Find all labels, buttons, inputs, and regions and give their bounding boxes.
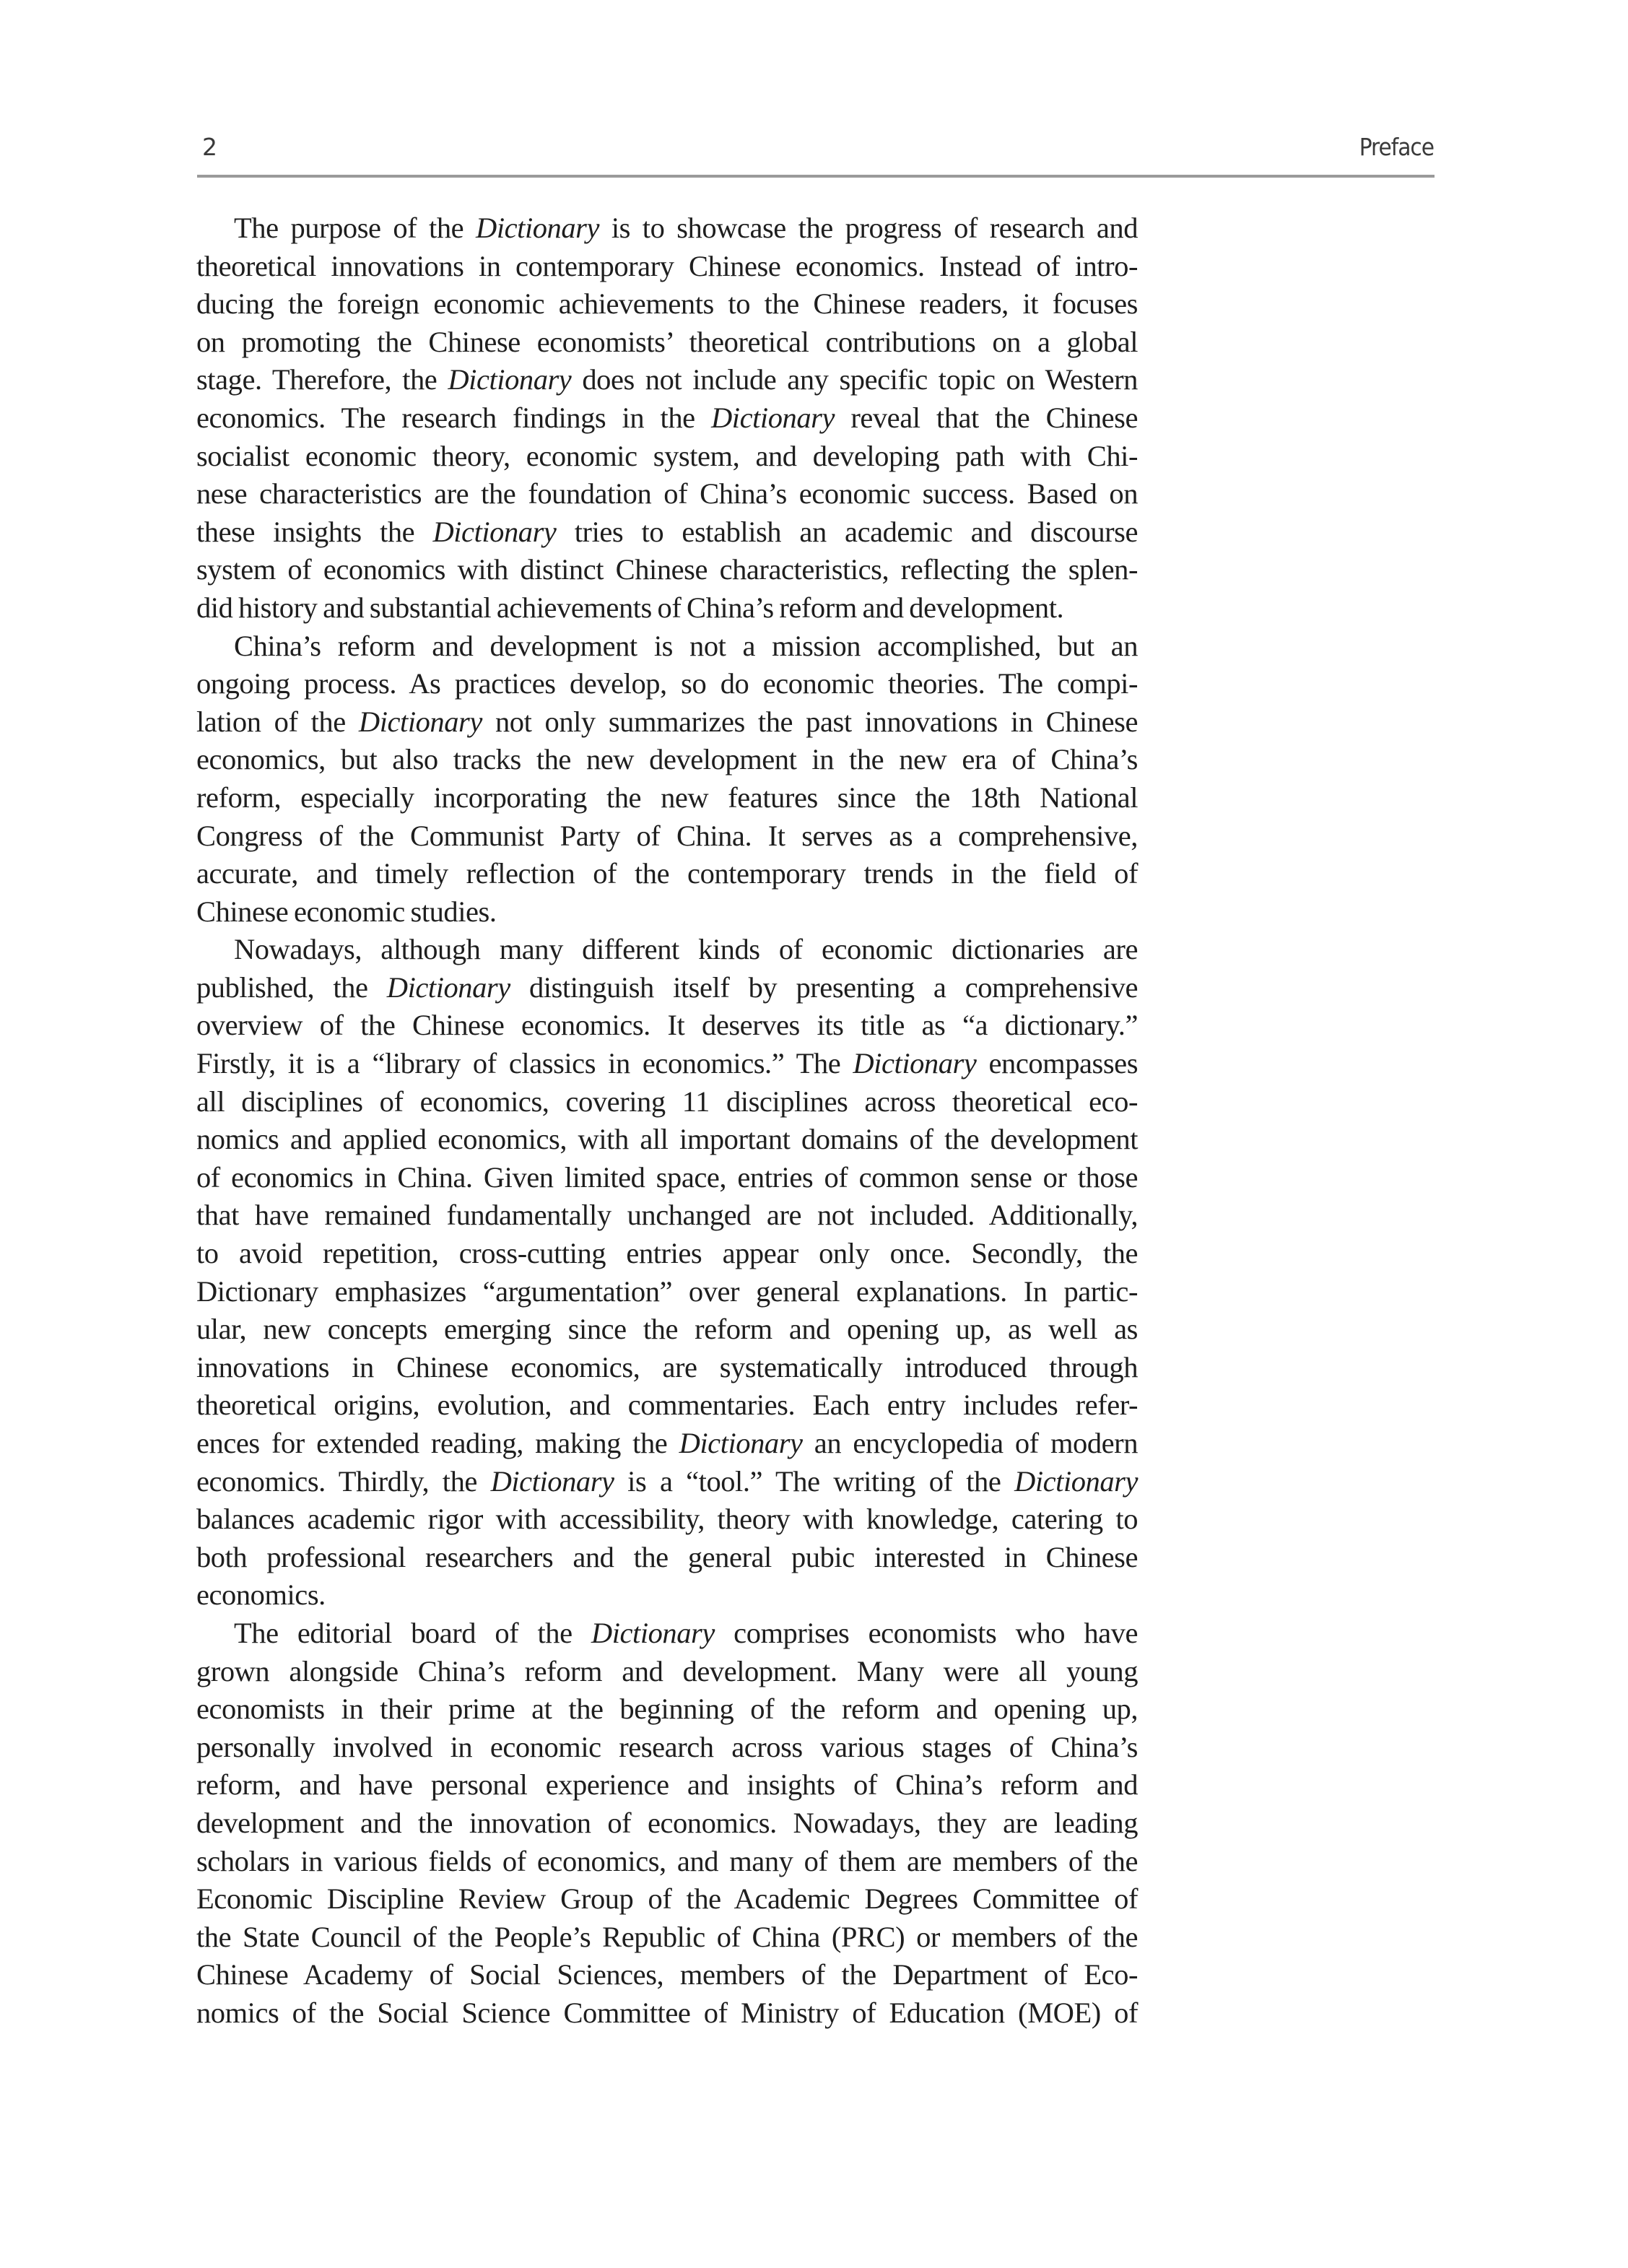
text-run: ular, new concepts emerging since the reform and opening up, as well as (196, 1313, 1138, 1346)
text-run: China’s reform and development is not a mission accomplished, but an (234, 629, 1138, 662)
text-run: overview of the Chinese economics. It deserves its title as “a dictionary.” (196, 1009, 1138, 1042)
text-run: reveal that the Chinese (834, 401, 1138, 434)
section-title: Preface (1359, 133, 1434, 161)
text-line (196, 1273, 1138, 1311)
text-run: encompasses (976, 1047, 1139, 1080)
text-run: economists in their prime at the beginning of the reform and opening up, (196, 1693, 1138, 1726)
text-run: on promoting the Chinese economists’ theoretical contributions on a global (196, 325, 1138, 358)
text-line (196, 741, 1138, 779)
text-line (196, 1843, 1138, 1881)
text-run: system of economics with distinct Chinese characteristics, reflecting the splen- (196, 553, 1138, 586)
italic-title: Dictionary (679, 1427, 803, 1459)
text-run: economics, but also tracks the new development in the new era of China’s (196, 743, 1138, 776)
paragraph (196, 1615, 1138, 2033)
italic-title: Dictionary (476, 212, 599, 244)
text-run: an encyclopedia of modern (802, 1427, 1138, 1459)
text-line (196, 1919, 1138, 1957)
text-line (196, 893, 1138, 931)
page-number: 2 (202, 133, 217, 161)
text-line (196, 703, 1138, 742)
text-line (196, 1045, 1138, 1083)
text-run: all disciplines of economics, covering 11 disciplines across theoretical eco- (196, 1085, 1138, 1118)
text-run: ences for extended reading, making the (196, 1427, 679, 1459)
text-line (196, 1880, 1138, 1919)
text-run: Chinese economic studies. (196, 895, 497, 928)
text-line (196, 1349, 1138, 1387)
italic-title: Dictionary (490, 1464, 614, 1498)
text-line (196, 1539, 1138, 1577)
text-line (196, 1463, 1138, 1501)
text-line (196, 627, 1138, 666)
text-line (196, 1576, 1138, 1615)
text-run: nese characteristics are the foundation of China’s economic success. Based on (196, 477, 1138, 510)
running-header (198, 130, 1434, 166)
text-line (196, 323, 1138, 362)
text-run: not only summarizes the past innovations in Chinese (482, 705, 1138, 738)
text-run: economics. (196, 1578, 326, 1612)
text-run: theoretical innovations in contemporary Chinese economics. Instead of intro- (196, 249, 1138, 282)
text-line (196, 855, 1138, 893)
text-line (196, 513, 1138, 552)
text-line (196, 1311, 1138, 1349)
text-run: of economics in China. Given limited space, entries of common sense or those (196, 1160, 1138, 1194)
text-run: personally involved in economic research across various stages of China’s (196, 1730, 1138, 1763)
text-run: theoretical origins, evolution, and commentaries. Each entry includes refer- (196, 1389, 1138, 1422)
text-run: Economic Discipline Review Group of the Academic Degrees Committee of (196, 1882, 1138, 1916)
text-run: The editorial board of the (234, 1616, 591, 1649)
italic-title: Dictionary (1014, 1464, 1138, 1498)
body-text (196, 209, 1138, 2033)
text-run: published, the (196, 970, 387, 1004)
text-run: balances academic rigor with accessibility, theory with knowledge, catering to (196, 1503, 1138, 1536)
text-run: nomics of the Social Science Committee of Ministry of Education (MOE) of (196, 1996, 1138, 2029)
text-run: accurate, and timely reflection of the contemporary trends in the field of (196, 857, 1138, 890)
paragraph (196, 209, 1138, 627)
text-run: comprises economists who have (714, 1616, 1138, 1649)
text-line (196, 1690, 1138, 1729)
text-run: reform, especially incorporating the new features since the 18th National (196, 781, 1138, 814)
text-line (196, 399, 1138, 438)
text-run: Dictionary emphasizes “argumentation” over general explanations. In partic- (196, 1274, 1138, 1308)
text-run: The purpose of the (234, 212, 476, 244)
text-run: economics. Thirdly, the (196, 1464, 491, 1498)
text-run: the State Council of the People’s Republic of China (PRC) or members of the (196, 1920, 1138, 1953)
italic-title: Dictionary (711, 401, 835, 434)
text-run: economics. The research findings in the (196, 401, 711, 434)
text-run: scholars in various fields of economics, and many of them are members of the (196, 1844, 1138, 1877)
text-run: is to showcase the progress of research and (598, 212, 1138, 244)
text-line (196, 1500, 1138, 1539)
text-line (196, 779, 1138, 817)
text-line (196, 1729, 1138, 1767)
italic-title: Dictionary (386, 970, 510, 1004)
text-line (196, 285, 1138, 323)
text-run: reform, and have personal experience and insights of China’s reform and (196, 1768, 1138, 1802)
text-run: both professional researchers and the general pubic interested in Chinese (196, 1540, 1138, 1573)
text-run: innovations in Chinese economics, are systematically introduced through (196, 1350, 1138, 1383)
text-run: tries to establish an academic and discourse (556, 515, 1138, 548)
header-rule (197, 175, 1435, 178)
text-line (196, 209, 1138, 248)
text-line (196, 438, 1138, 476)
text-line (196, 361, 1138, 399)
text-line (196, 1804, 1138, 1843)
italic-title: Dictionary (591, 1616, 715, 1649)
text-line (196, 1235, 1138, 1273)
text-run: is a “tool.” The writing of the (614, 1464, 1015, 1498)
text-line (196, 1766, 1138, 1804)
text-line (196, 551, 1138, 589)
text-run: does not include any specific topic on Western (571, 363, 1138, 396)
text-line (196, 1653, 1138, 1691)
text-run: Chinese Academy of Social Sciences, members of the Department of Eco- (196, 1958, 1138, 1991)
text-line (196, 817, 1138, 856)
text-line (196, 1196, 1138, 1235)
text-line (196, 1425, 1138, 1463)
text-line (196, 1159, 1138, 1197)
text-run: ducing the foreign economic achievements to the Chinese readers, it focuses (196, 287, 1138, 321)
text-line (196, 931, 1138, 969)
text-line (196, 969, 1138, 1007)
text-run: development and the innovation of economics. Nowadays, they are leading (196, 1806, 1138, 1839)
text-run: stage. Therefore, the (196, 363, 448, 396)
italic-title: Dictionary (358, 705, 482, 738)
text-line (196, 248, 1138, 286)
text-line (196, 589, 1138, 627)
text-run: to avoid repetition, cross-cutting entries appear only once. Secondly, the (196, 1237, 1138, 1270)
text-line (196, 1083, 1138, 1121)
italic-title: Dictionary (432, 515, 557, 548)
text-line (196, 665, 1138, 703)
text-run: ongoing process. As practices develop, so do economic theories. The compi- (196, 667, 1138, 700)
text-run: grown alongside China’s reform and development. Many were all young (196, 1654, 1138, 1687)
text-run: lation of the (196, 705, 359, 738)
text-run: Firstly, it is a “library of classics in economics.” The (196, 1047, 853, 1080)
text-run: socialist economic theory, economic system, and developing path with Chi- (196, 439, 1138, 472)
text-line (196, 1007, 1138, 1045)
text-line (196, 1994, 1138, 2033)
italic-title: Dictionary (853, 1047, 977, 1080)
text-line (196, 1615, 1138, 1653)
text-run: did history and substantial achievements of China’s reform and development. (196, 591, 1064, 624)
italic-title: Dictionary (448, 363, 572, 396)
text-run: these insights the (196, 515, 433, 548)
paragraph (196, 627, 1138, 931)
text-line (196, 1386, 1138, 1425)
text-run: that have remained fundamentally unchanged are not included. Additionally, (196, 1199, 1138, 1232)
text-line (196, 1956, 1138, 1994)
text-run: distinguish itself by presenting a comprehensive (510, 970, 1138, 1004)
text-run: Congress of the Communist Party of China. It serves as a comprehensive, (196, 819, 1138, 852)
text-line (196, 1121, 1138, 1159)
text-run: Nowadays, although many different kinds of economic dictionaries are (234, 933, 1138, 966)
text-run: nomics and applied economics, with all important domains of the development (196, 1123, 1138, 1156)
text-line (196, 475, 1138, 513)
paragraph (196, 931, 1138, 1615)
